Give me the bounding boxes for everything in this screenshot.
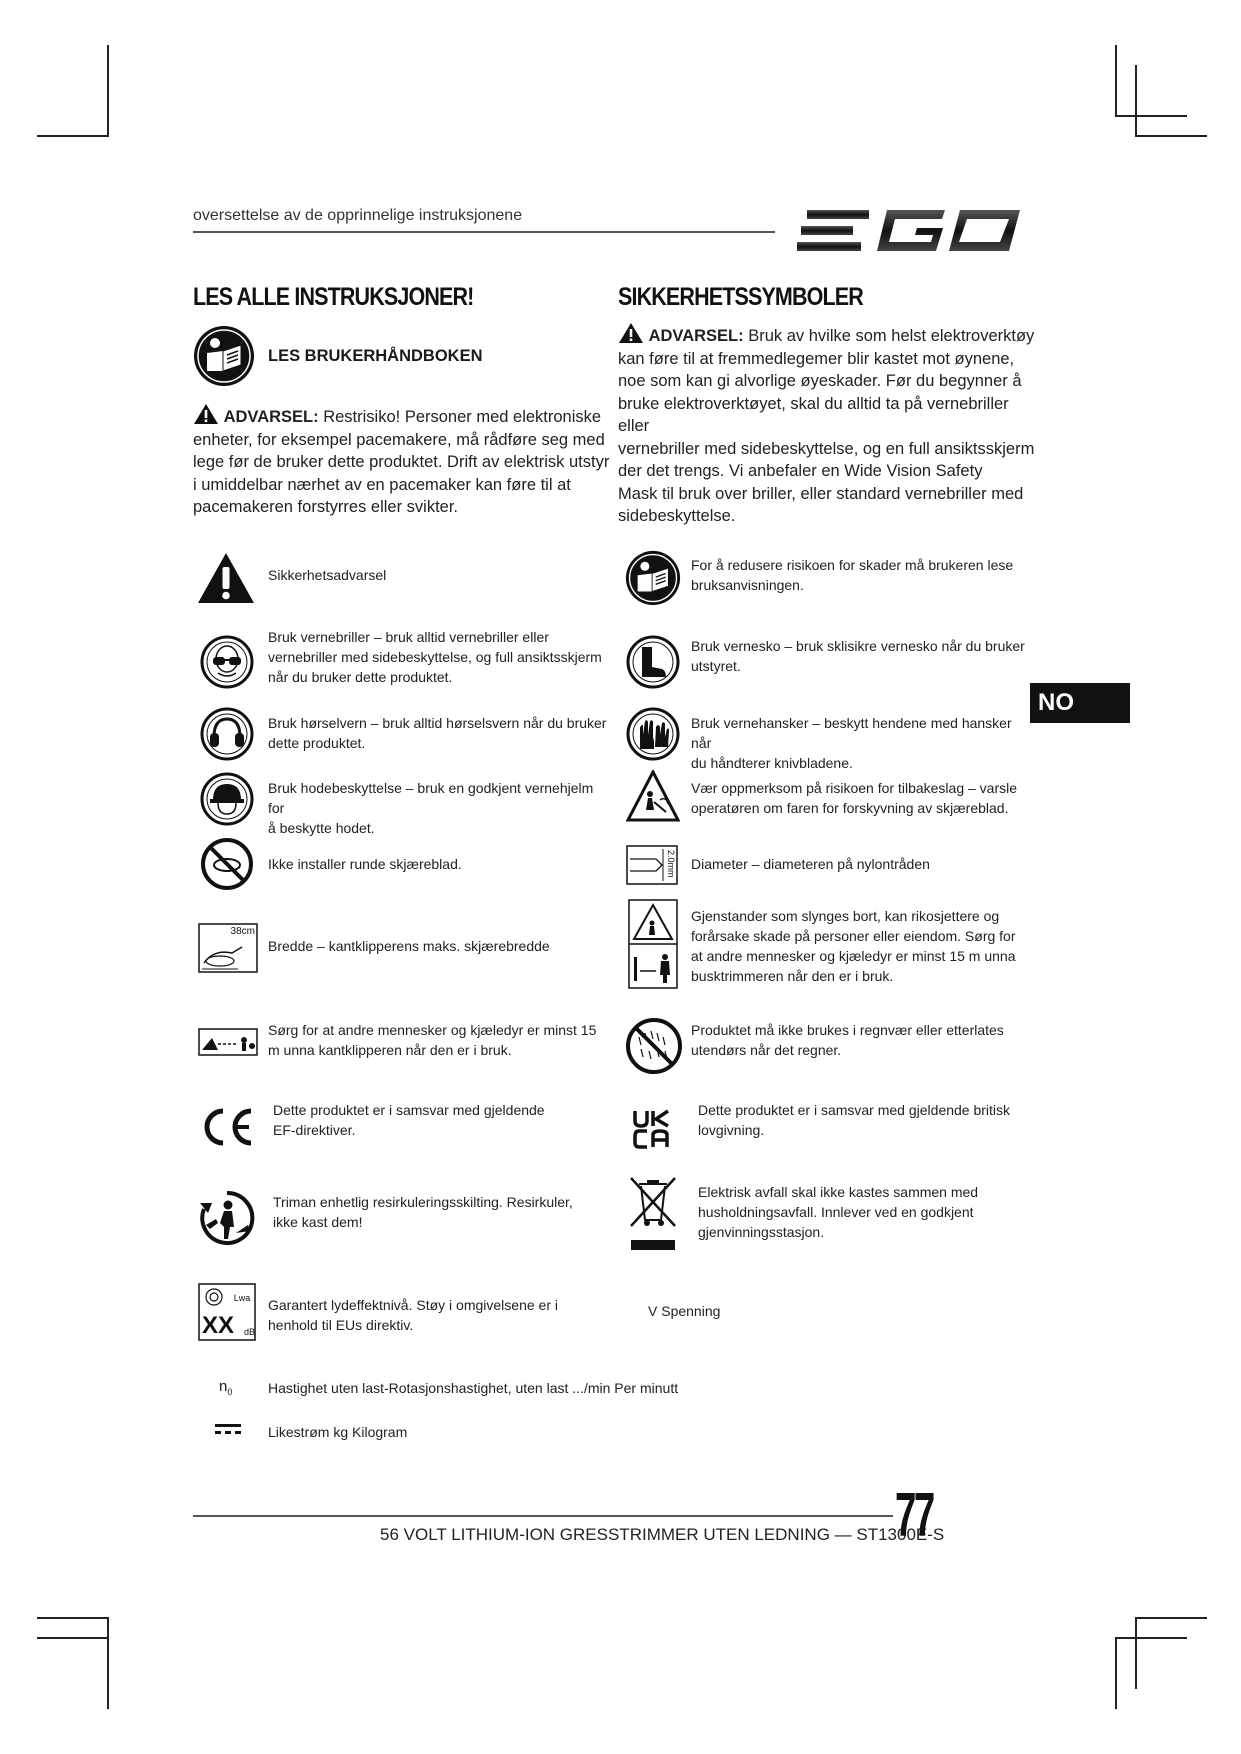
right-title: SIKKERHETSSYMBOLER (618, 283, 863, 311)
symbol-line: Garantert lydeffektnivå. Støy i omgivelsene er i (268, 1297, 558, 1313)
symbol-description (268, 778, 608, 838)
symbol-line: Bredde – kantklipperens maks. skjærebredde (268, 938, 550, 954)
ear-protection-icon (200, 707, 254, 766)
line-diameter-icon (626, 845, 678, 890)
kickback-warning-icon (626, 770, 680, 827)
symbol-line: Bruk vernesko – bruk sklisikre vernesko når du bruker (691, 638, 1025, 654)
page-number: 77 (895, 1481, 933, 1550)
symbol-line: For å redusere risikoen for skader må brukeren lese (691, 557, 1014, 573)
warning-line: enheter, for eksempel pacemakere, må rådføre seg med (193, 430, 605, 449)
symbol-description (691, 906, 1031, 986)
read-manual-icon (193, 325, 255, 392)
line-diameter-label: 2.0mm (666, 850, 676, 878)
sound-power-icon (198, 1283, 256, 1346)
sound-power-sublabel: Lwa (233, 1293, 251, 1303)
symbol-description (268, 936, 608, 956)
warning-line: Mask til bruk over briller, eller standard vernebriller med (618, 484, 1024, 503)
symbol-line: Bruk hørselvern – bruk alltid hørselsvern når du bruker (268, 715, 607, 731)
warning-label: ADVARSEL: (223, 408, 319, 426)
warning-line: Bruk av hvilke som helst elektroverktøy (748, 327, 1035, 345)
symbol-line: lovgivning. (698, 1122, 765, 1138)
symbol-line: Ikke installer runde skjæreblad. (268, 856, 462, 872)
symbol-line: du håndterer knivbladene. (691, 755, 853, 771)
cutting-width-label: 38cm (230, 926, 255, 937)
symbol-line: når du bruker dette produktet. (268, 669, 453, 685)
symbol-line: dette produktet. (268, 735, 366, 751)
warning-line: Restrisiko! Personer med elektroniske (323, 408, 602, 426)
crop-mark (37, 135, 109, 137)
distance-keep-away-icon (198, 1028, 258, 1061)
symbol-line: Sikkerhetsadvarsel (268, 567, 387, 583)
warning-line: vernebriller med sidebeskyttelse, og en full ansiktsskjerm (618, 439, 1035, 458)
warning-label: ADVARSEL: (648, 327, 744, 345)
symbol-description (268, 1020, 608, 1060)
warning-triangle-icon (196, 551, 256, 610)
cutting-width-icon (198, 923, 258, 978)
warning-triangle-icon (193, 403, 219, 425)
ego-logo (795, 198, 1025, 263)
crop-mark (1135, 1617, 1207, 1619)
symbol-description (691, 1020, 1031, 1060)
read-manual-icon (625, 550, 681, 611)
sound-power-value: XX (202, 1312, 235, 1339)
symbol-line: bruksanvisningen. (691, 577, 804, 593)
symbol-line: Triman enhetlig resirkuleringsskilting. Resirkuler, (273, 1194, 573, 1210)
symbol-description (691, 713, 1031, 773)
safety-glasses-icon (200, 635, 254, 694)
symbol-line: utstyret. (691, 658, 741, 674)
warning-line: sidebeskyttelse. (618, 507, 736, 525)
symbol-line: husholdningsavfall. Innlever ved en godkjent (698, 1204, 974, 1220)
symbol-description (691, 555, 1031, 595)
voltage-description (648, 1301, 848, 1321)
no-load-speed-icon (219, 1378, 232, 1397)
speed-symbol: n (219, 1378, 228, 1395)
header-subtitle: oversettelse av de opprinnelige instruksjonene (193, 207, 523, 224)
symbol-line: Diameter – diameteren på nylontråden (691, 856, 930, 872)
symbol-line: utendørs når det regner. (691, 1042, 842, 1058)
no-round-blade-icon (200, 837, 254, 896)
warning-line: kan føre til at fremmedlegemer blir kastet mot øynene, (618, 349, 1015, 368)
crop-mark (1135, 65, 1137, 137)
warning-triangle-icon (618, 322, 644, 344)
symbol-line: gjenvinningsstasjon. (698, 1224, 825, 1240)
no-rain-icon (625, 1017, 683, 1080)
symbol-line: Elektrisk avfall skal ikke kastes sammen med (698, 1184, 979, 1200)
dc-description: Likestrøm kg Kilogram (268, 1424, 408, 1440)
left-warning (193, 403, 613, 519)
symbol-line: at andre mennesker og kjæledyr er minst 15 m unna (691, 948, 1016, 964)
symbol-description (273, 1192, 603, 1232)
warning-line: pacemakeren forstyrres eller svikter. (193, 498, 459, 516)
language-tab: NO (1030, 683, 1130, 723)
crop-mark (107, 1617, 109, 1709)
symbol-line: operatøren om faren for forskyvning av skjæreblad. (691, 800, 1009, 816)
symbol-line: Gjenstander som slynges bort, kan rikosjettere og (691, 908, 1000, 924)
symbol-description (691, 778, 1031, 818)
direct-current-icon (215, 1422, 241, 1441)
warning-line: i umiddelbar nærhet av en pacemaker kan føre til at (193, 475, 571, 494)
speed-description: Hastighet uten last-Rotasjonshastighet, uten last .../min Per minutt (268, 1380, 679, 1396)
symbol-description (698, 1100, 1038, 1140)
symbol-line: Bruk vernebriller – bruk alltid vernebriller eller (268, 629, 549, 645)
symbol-description (268, 627, 608, 687)
symbol-line: forårsake skade på personer eller eiendom. Sørg for (691, 928, 1016, 944)
warning-line: bruke elektroverktøyet, skal du alltid ta på vernebriller eller (618, 394, 1009, 435)
symbol-description (268, 565, 598, 585)
speed-symbol-sub: 0 (227, 1387, 233, 1397)
thrown-objects-icon (628, 899, 678, 994)
symbol-line: V Spenning (648, 1303, 721, 1319)
symbol-line: Bruk hodebeskyttelse – bruk en godkjent vernehjelm for (268, 780, 594, 816)
symbol-description (273, 1100, 603, 1140)
symbol-description (691, 636, 1031, 676)
crop-mark (1115, 45, 1117, 117)
symbol-line: busktrimmeren når den er i bruk. (691, 968, 894, 984)
manual-label: LES BRUKERHÅNDBOKEN (268, 347, 483, 365)
symbol-line: vernebriller med sidebeskyttelse, og full ansiktsskjerm (268, 649, 602, 665)
symbol-line: å beskytte hodet. (268, 820, 375, 836)
ce-mark-icon (197, 1105, 257, 1154)
symbol-description (698, 1182, 1038, 1242)
weee-bin-icon (627, 1174, 679, 1259)
warning-line: noe som kan gi alvorlige øyeskader. Før du begynner å (618, 372, 1022, 390)
symbol-description (268, 713, 608, 753)
ukca-mark-icon (632, 1109, 672, 1154)
symbol-description (268, 854, 608, 874)
safety-gloves-icon (626, 707, 680, 766)
crop-mark (1115, 1637, 1117, 1709)
crop-mark (1115, 1637, 1187, 1639)
crop-mark (1115, 115, 1187, 117)
symbol-description (691, 854, 1031, 874)
symbol-line: Dette produktet er i samsvar med gjeldende britisk (698, 1102, 1011, 1118)
left-title: LES ALLE INSTRUKSJONER! (193, 283, 474, 311)
crop-mark (37, 1617, 109, 1619)
symbol-line: Dette produktet er i samsvar med gjeldende (273, 1102, 545, 1118)
right-warning (618, 322, 1038, 528)
symbol-line: Produktet må ikke brukes i regnvær eller etterlates (691, 1022, 1004, 1038)
symbol-line: Bruk vernehansker – beskytt hendene med hansker når (691, 715, 1012, 751)
crop-mark (37, 1637, 109, 1639)
symbol-line: Sørg for at andre mennesker og kjæledyr er minst 15 (268, 1022, 597, 1038)
crop-mark (1135, 1617, 1137, 1689)
footer-text: 56 VOLT LITHIUM-ION GRESSTRIMMER UTEN LEDNING — ST1300E-S (380, 1525, 945, 1544)
symbol-description (268, 1295, 598, 1335)
symbol-line: henhold til EUs direktiv. (268, 1317, 414, 1333)
footer-rule (193, 1515, 893, 1517)
triman-recycling-icon (198, 1189, 256, 1252)
warning-line: lege før de bruker dette produktet. Drift av elektrisk utstyr (193, 453, 610, 471)
symbol-line: EF-direktiver. (273, 1122, 356, 1138)
crop-mark (1135, 135, 1207, 137)
symbol-line: ikke kast dem! (273, 1214, 363, 1230)
crop-mark (107, 45, 109, 137)
safety-boots-icon (626, 635, 680, 694)
sound-power-unit: dB (244, 1327, 256, 1337)
header-rule (193, 231, 775, 233)
helmet-icon (200, 772, 254, 831)
warning-line: der det trengs. Vi anbefaler en Wide Vision Safety (618, 462, 983, 480)
symbol-line: m unna kantklipperen når den er i bruk. (268, 1042, 512, 1058)
symbol-line: Vær oppmerksom på risikoen for tilbakeslag – varsle (691, 780, 1018, 796)
